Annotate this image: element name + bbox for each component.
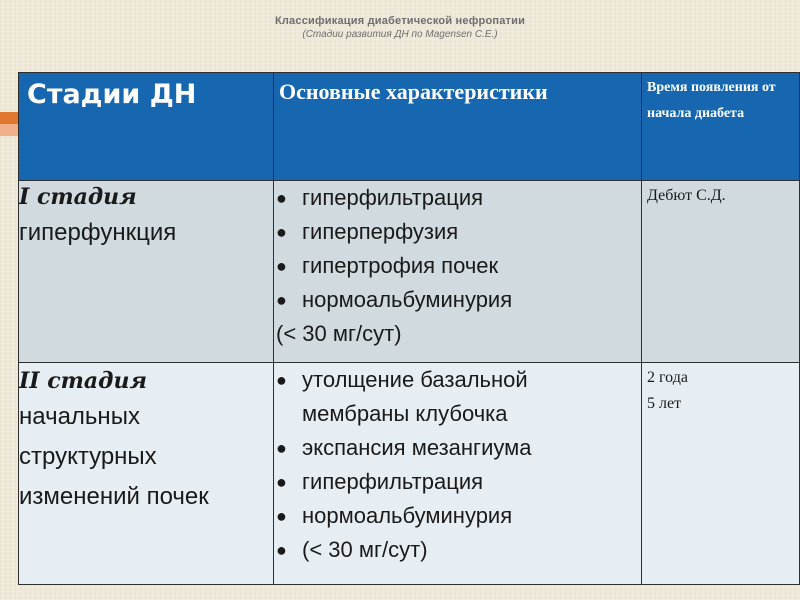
- feature-text: гипертрофия почек: [302, 253, 499, 278]
- table-row: [19, 181, 800, 363]
- feature-text: нормоальбуминурия: [302, 503, 513, 528]
- feature-text: утолщение базальной мембраны клубочка: [302, 367, 528, 426]
- feature-text: (< 30 мг/сут): [302, 537, 428, 562]
- features-cell: [274, 181, 642, 363]
- slide-header: [0, 14, 800, 41]
- header-characteristics: Основные характеристики: [274, 73, 642, 181]
- stage-description: начальных структурных изменений почек: [19, 403, 209, 510]
- list-item: [274, 363, 572, 431]
- list-item: [274, 431, 641, 465]
- onset-time-text: 5 лет: [647, 395, 682, 412]
- header-onset-time: Время появления от начала диабета: [642, 73, 800, 181]
- list-item: [274, 499, 641, 533]
- bullet-icon: ●: [276, 256, 287, 276]
- stage-description: гиперфункция: [19, 219, 177, 246]
- feature-text: гиперфильтрация: [302, 469, 484, 494]
- header-stages: Стадии ДН: [19, 73, 274, 181]
- stage-name: II стадия: [19, 368, 147, 394]
- list-item: [274, 533, 641, 567]
- bullet-icon: ●: [276, 370, 287, 390]
- bullet-icon: ●: [276, 438, 287, 458]
- onset-time-text: 2 года: [647, 369, 688, 386]
- feature-text: гиперфильтрация: [302, 185, 484, 210]
- features-list: [274, 181, 641, 317]
- table-header-row: [19, 73, 800, 181]
- onset-time-cell: [642, 181, 800, 363]
- table-row: [19, 363, 800, 585]
- bullet-icon: ●: [276, 290, 287, 310]
- stages-table: [18, 72, 800, 585]
- left-accent-decoration: [0, 112, 18, 136]
- list-item: [274, 181, 641, 215]
- list-item: [274, 283, 641, 317]
- accent-bar-light: [0, 124, 18, 136]
- bullet-icon: ●: [276, 540, 287, 560]
- feature-text: экспансия мезангиума: [302, 435, 532, 460]
- slide-subtitle: (Стадии развития ДН по Magensen С.Е.): [302, 29, 498, 40]
- bullet-icon: ●: [276, 506, 287, 526]
- list-item: [274, 249, 641, 283]
- feature-text: гиперперфузия: [302, 219, 459, 244]
- list-item: [274, 215, 641, 249]
- onset-time-cell: [642, 363, 800, 585]
- feature-text: нормоальбуминурия: [302, 287, 513, 312]
- bullet-icon: ●: [276, 222, 287, 242]
- slide-title: Классификация диабетической нефропатии: [274, 15, 526, 27]
- features-note: (< 30 мг/сут): [276, 321, 402, 346]
- accent-bar-dark: [0, 112, 18, 124]
- stage-cell: [19, 363, 274, 585]
- stage-cell: [19, 181, 274, 363]
- list-item: [274, 465, 641, 499]
- stage-name: I стадия: [19, 184, 137, 210]
- onset-time-text: Дебют С.Д.: [647, 187, 726, 204]
- features-list: [274, 363, 641, 567]
- bullet-icon: ●: [276, 472, 287, 492]
- bullet-icon: ●: [276, 188, 287, 208]
- features-cell: [274, 363, 642, 585]
